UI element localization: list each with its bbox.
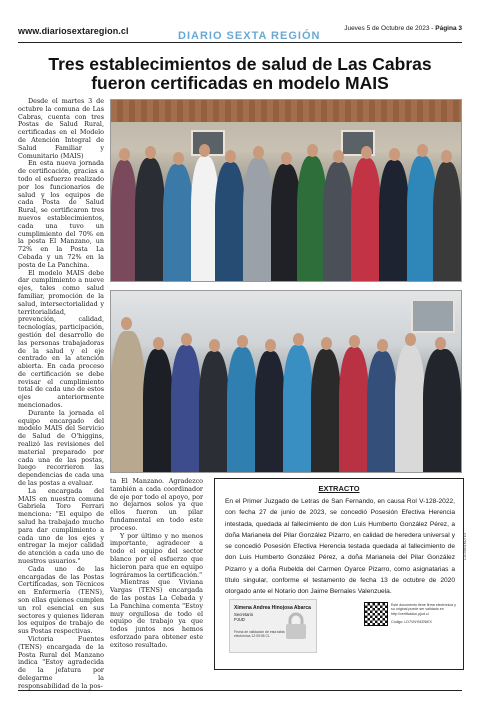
paragraph: Y por último y no menos importante, agradecer a todo el equipo del sector blanco por el esfuerzo que hicieron para que en equipo lográramos la certificación." [110, 531, 203, 579]
paragraph: El modelo MAIS debe dar cumplimiento a nueve ejes, tales como salud familiar, promoción de la salud, intersectorialidad y territorialidad, prevención, calidad, tecnologías, participación, gestión del desarrollo de las personas trabajadoras de la salud y el eje centrado en la atención abierta. En cada proceso de certificación se debe revisar el cumplimiento total de cada uno de estos ejes anteriormente mencionados. [18, 268, 104, 410]
padlock-icon [284, 612, 308, 640]
article-column-1 [18, 98, 104, 691]
headline-line-1: Tres establecimientos de salud de Las Cabras [48, 54, 432, 74]
paragraph: Cada uno de las encargadas de las Postas Certificadas, son Técnicos en Enfermería (TENS), son ellas quienes cumplen un rol esencial en sus sectores y quienes lideran los equipos de trabajo de sus Postas respectivas. [18, 564, 104, 636]
footer-rule [18, 690, 462, 691]
headline-line-2: fueron certificadas en modelo MAIS [91, 73, 389, 93]
electronic-signature [229, 599, 317, 653]
qr-code-icon [364, 602, 388, 626]
notice-body: En el Primer Juzgado de Letras de San Fernando, en causa Rol V-128-2022, con fecha 27 de junio de 2023, se concedió Posesión Efectiva Herencia intestada, quedada al fallecimiento de don Luis Humberto González Pérez, a doña Marianela del Pilar González Pizarro, en calidad de heredera universal y se concedió Posesión Efectiva Herencia testada quedada al fallecimiento de don Luis Humberto González Pérez, a doña Marianela del Pilar González Pizarro y a doña Rubelda del Carmen Oyarce Pizarro, como asignatarias a título singular, conforme el testamento de fecha 13 de octubre de 2020 otorgado ante el Notario don Jaime Bernales Valenzuela. [225, 498, 455, 596]
date-line [344, 25, 462, 32]
side-code: L1DVAN1M2I EX [463, 532, 467, 560]
signer-role: Secretario PJUD [234, 612, 254, 622]
group-photo-1 [110, 99, 462, 282]
notice-title: EXTRACTO [318, 484, 360, 493]
paragraph: Desde el martes 3 de octubre la comuna de Las Cabras, cuenta con tres Postas de Salud Rural, certificadas en el Modelo de Atención Integral de Salud Familiar y Comunitario (MAIS) [18, 97, 104, 160]
article-headline [18, 55, 462, 93]
paragraph: En esta nueva jornada de certificación, gracias a todo el esfuerzo realizado por los funcionarios de salud y los equipos de cada Posta de Salud Rural, se certificaron tres nuevos establecimientos, cada una tuvo un cumplimiento del 70% en la posta El Manzano, un 72% en la Posta La Cebada y un 72% en la posta de La Panchina. [18, 159, 104, 269]
paragraph: La encargada del MAIS en nuestra comuna Gabriela Toro Ferrari menciona: "El equipo de salud ha trabajado mucho para dar cumplimiento a cada uno de los ejes y entregar la mejor calidad de atención a cada uno de nuestros usuarios." [18, 486, 104, 566]
verification-text: Este documento tiene firma electrónica y su original puede ser validado en http://verificadoc.pjud.cl [391, 603, 456, 616]
site-url: www.diariosextaregion.cl [18, 26, 129, 36]
paragraph: Mientras que Viviana Vargas (TENS) encargada de las postas La Cebada y La Panchina comenta "Estoy muy orgullosa de todo el equipo de trabajo ya que todos juntos nos hemos esforzado para obtener este exitoso resultado. [110, 578, 203, 649]
signature-note: Fecha de validación de esta tabla electrónica 12:09:05 CL [234, 630, 285, 639]
signer-name: Ximena Andrea Hinojosa Abarca [234, 605, 311, 611]
article-column-2 [110, 478, 203, 650]
paragraph: ta El Manzano. Agradezco también a cada coordinador de eje por todo el apoyo, por no dejarnos solos ya que ellos fueron un pilar fundamental en todo este proceso. [110, 477, 204, 532]
group-photo-2 [110, 290, 462, 473]
legal-notice [214, 478, 464, 670]
newspaper-name: DIARIO SEXTA REGIÓN [178, 30, 321, 42]
header-rule [18, 42, 462, 43]
page-header [18, 24, 462, 40]
paragraph: Durante la jornada el equipo encargado del modelo MAIS del Servicio de Salud de O'higgins, realizó las revisiones del material preparado por cada una de las postas, luego recorrieron las dependencias de cada una de las postas a evaluar. [18, 408, 104, 488]
issue-date: Jueves 5 de Octubre de 2023 - [344, 25, 436, 32]
page-number: Página 3 [435, 25, 462, 32]
verification-code: Código: LD7VNYMZNIEX [391, 620, 432, 624]
paragraph: Victoria Fuentes (TENS) encargada de la Posta Rural del Manzano indica "Estoy agradecida de la jefatura por delegarme la responsabilidad de la pos- [18, 634, 104, 690]
